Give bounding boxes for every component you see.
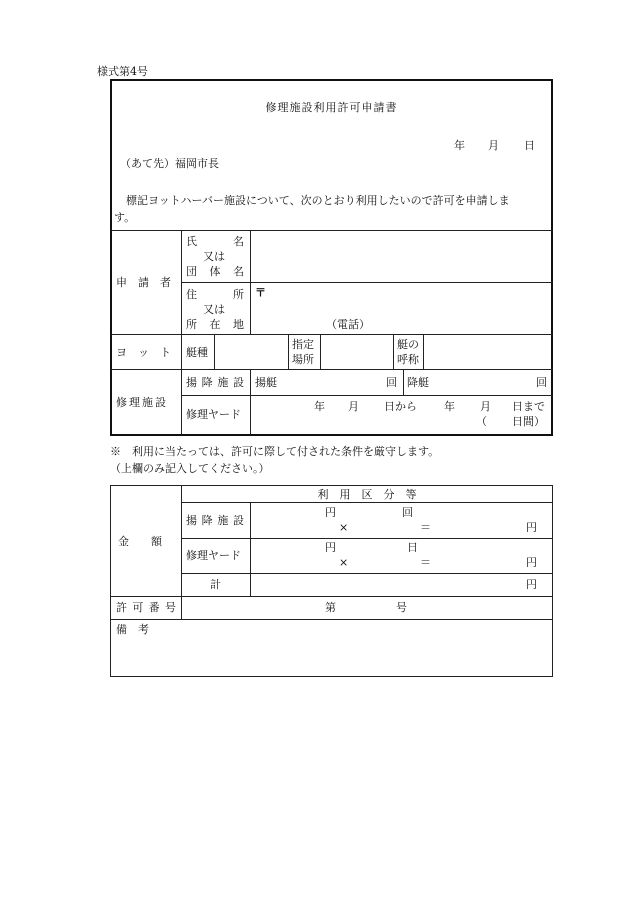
fee-usage-header: 利 用 区 分 等 <box>317 488 417 501</box>
period-d1: 日から <box>384 400 417 413</box>
addressee: （あて先）福岡市長 <box>120 157 219 170</box>
fee-hoist-result-yen: 円 <box>526 521 537 534</box>
address-label-b: 所 <box>233 288 244 301</box>
hoist-down-label: 降艇 <box>407 376 429 389</box>
fee-yard-equals: ＝ <box>420 556 431 569</box>
form-number: 様式第4号 <box>97 65 148 78</box>
period-d2: 日まで <box>512 400 545 413</box>
boat-type-label: 艇種 <box>186 346 208 359</box>
fee-total-label: 計 <box>210 578 221 591</box>
fee-hoist-label: 揚降施設 <box>186 514 244 527</box>
fee-amount-label: 金 額 <box>118 535 162 548</box>
yard-label: 修理ヤード <box>186 408 241 421</box>
applicant-header: 申 請 者 <box>116 276 171 289</box>
boat-name-label-1: 艇の <box>397 338 419 351</box>
period-days-open: （ <box>476 415 487 428</box>
period-y1: 年 <box>314 400 325 413</box>
fee-yard-yen: 円 <box>325 541 336 554</box>
remarks-label: 備 考 <box>116 623 149 636</box>
remarks-field[interactable] <box>111 637 552 676</box>
period-days: 日間） <box>512 415 545 428</box>
location-field[interactable] <box>321 335 393 369</box>
yacht-header: ヨ ッ ト <box>116 346 171 359</box>
fee-hoist-equals: ＝ <box>420 521 431 534</box>
permit-dai: 第 <box>325 601 336 614</box>
hoist-label: 揚降施設 <box>186 376 244 389</box>
permit-go: 号 <box>396 601 407 614</box>
permit-number-label: 許可番号 <box>116 601 176 614</box>
hoist-down-unit: 回 <box>536 376 547 389</box>
fee-yard-days: 日 <box>407 541 418 554</box>
address-label-a: 住 <box>186 288 197 301</box>
period-m2: 月 <box>480 400 491 413</box>
note-fill-upper: （上欄のみ記入してください。） <box>110 462 270 475</box>
name-label-a: 氏 <box>186 235 197 248</box>
hoist-up-label: 揚艇 <box>255 376 277 389</box>
body-text-line2: す。 <box>114 211 136 224</box>
fee-hoist-times: 回 <box>402 506 413 519</box>
boat-type-field[interactable] <box>215 335 288 369</box>
applicant-name-field[interactable] <box>251 231 552 282</box>
date-day: 日 <box>524 139 535 152</box>
hoist-up-unit: 回 <box>386 376 397 389</box>
date-year: 年 <box>454 139 465 152</box>
name-label-org: 団体名 <box>186 265 244 278</box>
date-month: 月 <box>488 139 499 152</box>
fee-yard-result-yen: 円 <box>526 556 537 569</box>
period-y2: 年 <box>444 400 455 413</box>
phone-label: （電話） <box>326 318 370 331</box>
boat-name-label-2: 呼称 <box>397 353 419 366</box>
fee-hoist-multiply: × <box>339 521 349 534</box>
fee-yard-label: 修理ヤード <box>186 549 241 562</box>
form-title: 修理施設利用許可申請書 <box>265 101 398 114</box>
location-label-2: 場所 <box>292 353 314 366</box>
body-text-line1: 標記ヨットハーバー施設について、次のとおり利用したいので許可を申請しま <box>126 194 510 207</box>
applicant-address-field[interactable] <box>251 283 552 334</box>
postal-mark: 〒 <box>255 286 266 299</box>
address-label-loc: 所在地 <box>186 318 244 331</box>
fee-yard-multiply: × <box>339 556 349 569</box>
boat-name-field[interactable] <box>424 335 552 369</box>
period-m1: 月 <box>348 400 359 413</box>
note-conditions: ※ 利用に当たっては、許可に際して付された条件を厳守します。 <box>110 445 440 458</box>
fee-total-yen: 円 <box>526 578 537 591</box>
address-label-or: 又は <box>203 303 225 316</box>
repair-header: 修理施設 <box>116 396 168 409</box>
name-label-or: 又は <box>203 250 225 263</box>
name-label-b: 名 <box>233 235 244 248</box>
fee-hoist-yen: 円 <box>325 506 336 519</box>
location-label-1: 指定 <box>292 338 314 351</box>
